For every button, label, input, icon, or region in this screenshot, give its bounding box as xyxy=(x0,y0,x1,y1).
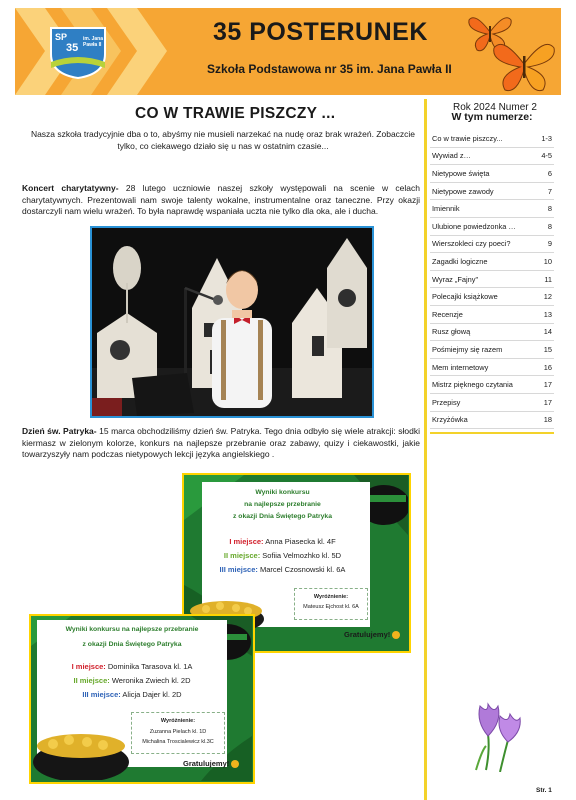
toc-item xyxy=(430,130,554,148)
card-1-place-2: II miejsce: Sofiia Velmozhko kl. 5D xyxy=(223,551,342,560)
toc-item-page: 6 xyxy=(547,168,552,178)
toc-item-label: Nietypowe zawody xyxy=(432,186,494,196)
chevron-decoration xyxy=(107,8,167,95)
pot-of-gold-icon xyxy=(31,722,131,780)
toc-item-label: Wyraz „Fajny" xyxy=(432,274,479,284)
butterfly-icon xyxy=(491,36,557,94)
concert-text: 28 lutego uczniowie naszej szkoły występowali na scenie w celach charytatywnych. Prezentowali nam swoje talenty wokalne, instrumentalne oraz taneczne. Przy okazji dostarczyli nam wielu wrażeń. To była naprawdę wspaniała uczta nie tylko dla oka, ale i ducha. xyxy=(22,183,420,216)
logo-number: 35 xyxy=(66,42,79,54)
toc-item-page: 17 xyxy=(543,397,552,407)
toc-item xyxy=(430,324,554,342)
toc-item xyxy=(430,341,554,359)
toc-item-page: 8 xyxy=(547,204,552,214)
card-1-congrats: Gratulujemy! xyxy=(344,630,400,639)
toc-item xyxy=(430,253,554,271)
toc-item-label: Imiennik xyxy=(432,204,460,214)
toc-item-label: Recenzje xyxy=(432,309,463,319)
toc-item-page: 11 xyxy=(544,274,552,284)
article-title: CO W TRAWIE PISZCZY ... xyxy=(135,105,336,122)
toc-item xyxy=(430,376,554,394)
patrick-lead: Dzień św. Patryka- xyxy=(22,426,97,436)
card-2-distinction: Wyróżnienie: Zuzanna Pielach kl. 1D Michalina Troscialewicz kl.3C xyxy=(131,712,225,754)
toc-item-page: 18 xyxy=(543,415,552,425)
toc-item-label: Wywiad z… xyxy=(432,151,471,161)
masthead xyxy=(15,8,561,95)
toc-item-label: Wierszokleci czy poeci? xyxy=(432,239,511,249)
card-1-place-1: I miejsce: Anna Piasecka kl. 4F xyxy=(229,537,336,546)
card-2-title-line-1: Wyniki konkursu na najlepsze przebranie xyxy=(65,626,199,633)
toc-item-label: Krzyżówka xyxy=(432,415,468,425)
toc-item-page: 14 xyxy=(543,327,552,337)
results-card-2 xyxy=(29,614,255,784)
toc-item-label: Przepisy xyxy=(432,397,461,407)
card-2-place-1: I miejsce: Dominika Tarasova kl. 1A xyxy=(71,662,193,671)
concert-lead: Koncert charytatywny- xyxy=(22,183,119,193)
toc-item-label: Polecajki książkowe xyxy=(432,292,498,302)
toc-item-label: Pośmiejmy się razem xyxy=(432,344,503,354)
card-2-congrats: Gratulujemy! xyxy=(183,759,239,768)
toc-item-page: 1-3 xyxy=(541,133,552,143)
logo-sp: SP xyxy=(55,32,68,42)
table-of-contents xyxy=(430,108,554,434)
toc-item-page: 16 xyxy=(543,362,552,372)
newspaper-subtitle: Szkoła Podstawowa nr 35 im. Jana Pawła II xyxy=(207,62,452,76)
issue-info: Rok 2024 Numer 2 xyxy=(453,102,537,113)
toc-item-label: Mem internetowy xyxy=(432,362,489,372)
card-1-title-line-3: z okazji Dnia Świętego Patryka xyxy=(233,513,332,520)
toc-item xyxy=(430,236,554,254)
toc-bottom-rule xyxy=(430,432,554,434)
toc-item-label: Mistrz pięknego czytania xyxy=(432,380,513,390)
toc-item-page: 17 xyxy=(543,380,552,390)
card-1-title-line-1: Wyniki konkursu xyxy=(255,489,310,496)
toc-item-page: 7 xyxy=(547,186,552,196)
toc-item-page: 10 xyxy=(543,256,552,266)
toc-item xyxy=(430,306,554,324)
page-number: Str. 1 xyxy=(536,787,552,794)
toc-item-page: 8 xyxy=(547,221,552,231)
newspaper-title: 35 POSTERUNEK xyxy=(213,18,428,46)
toc-item-label: Rusz głową xyxy=(432,327,471,337)
toc-item xyxy=(430,288,554,306)
logo-patron: im. Jana Pawła II xyxy=(83,36,104,48)
toc-item xyxy=(430,359,554,377)
concert-photo xyxy=(90,226,374,418)
card-2-title-line-2: z okazji Dnia Świętego Patryka xyxy=(82,641,182,648)
card-1-title-line-2: na najlepsze przebranie xyxy=(244,501,321,508)
sidebar-divider xyxy=(424,99,427,800)
crocus-flower-icon xyxy=(466,700,528,772)
toc-item xyxy=(430,394,554,412)
toc-item-page: 15 xyxy=(543,344,552,354)
card-2-place-3: III miejsce: Alicja Dajer kl. 2D xyxy=(82,690,182,699)
toc-item xyxy=(430,165,554,183)
toc-item-page: 4-5 xyxy=(541,151,552,161)
smile-icon xyxy=(392,631,400,639)
card-1-distinction: Wyróżnienie: Mateusz Ejchost kl. 6A xyxy=(294,588,368,620)
article-intro: Nasza szkoła tradycyjnie dba o to, abyśmy nie musieli narzekać na nudę oraz brak wrażeń. Zobaczcie tylko, co ciekawego działo się u nas w ostatnim czasie... xyxy=(30,129,416,151)
toc-item-label: Co w trawie piszczy... xyxy=(432,133,503,143)
toc-item xyxy=(430,412,554,430)
toc-heading: W tym numerze: xyxy=(451,111,533,123)
toc-item-page: 12 xyxy=(543,292,552,302)
card-2-place-2: II miejsce: Weronika Zwiech kl. 2D xyxy=(73,676,191,685)
toc-item xyxy=(430,271,554,289)
toc-item-label: Ulubione powiedzonka … xyxy=(432,221,516,231)
toc-item-page: 9 xyxy=(547,239,552,249)
toc-item xyxy=(430,148,554,166)
smile-icon xyxy=(231,760,239,768)
toc-item xyxy=(430,183,554,201)
concert-paragraph xyxy=(22,183,420,218)
school-logo xyxy=(47,24,109,80)
patrick-text: 15 marca obchodziliśmy dzień św. Patryka. Tego dnia odbyło się wiele atrakcji: słodki kiermasz w zielonym kolorze, konkurs na najlepsze przebranie oraz zabawy, quizy i ciekawostki, jakie towarzyszyły nam podczas nietypowych lekcji języka angielskiego . xyxy=(22,426,420,459)
toc-item-label: Nietypowe święta xyxy=(432,168,490,178)
toc-item xyxy=(430,218,554,236)
toc-item-page: 13 xyxy=(543,309,552,319)
toc-item-label: Zagadki logiczne xyxy=(432,256,488,266)
toc-item xyxy=(430,200,554,218)
patrick-paragraph xyxy=(22,426,420,461)
toc-list xyxy=(430,130,554,429)
card-1-place-3: III miejsce: Marcel Czosnowski kl. 6A xyxy=(219,565,346,574)
